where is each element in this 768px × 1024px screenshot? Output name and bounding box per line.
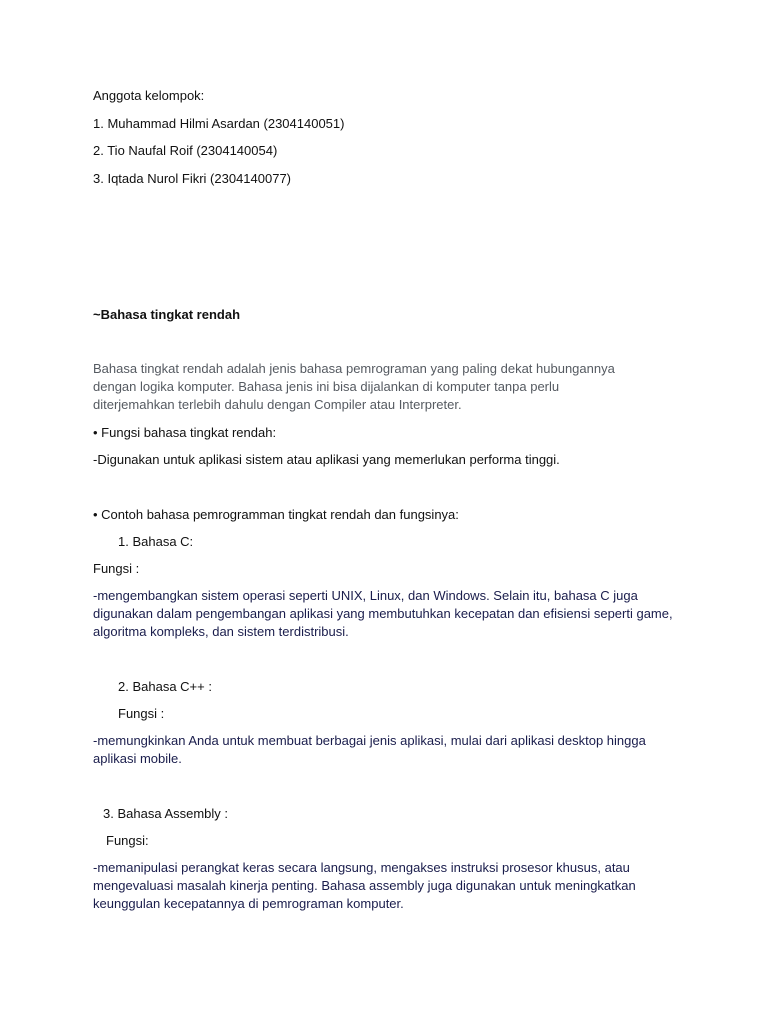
example-cpp-title: 2. Bahasa C++ : [118, 679, 212, 694]
section-heading: ~Bahasa tingkat rendah [93, 307, 241, 322]
example-c-line-3: algoritma kompleks, dan sistem terdistribusi. [93, 624, 349, 639]
example-c-line-1: -mengembangkan sistem operasi seperti UNIX, Linux, dan Windows. Selain itu, bahasa C juga [93, 588, 638, 603]
example-c-fungsi-label: Fungsi : [93, 561, 140, 576]
example-cpp-line-2: aplikasi mobile. [93, 751, 182, 766]
example-asm-line-3: keunggulan kecepatannya di pemrograman komputer. [93, 896, 404, 911]
member-1: 1. Muhammad Hilmi Asardan (2304140051) [93, 116, 345, 131]
member-2: 2. Tio Naufal Roif (2304140054) [93, 143, 278, 158]
example-asm-line-1: -memanipulasi perangkat keras secara langsung, mengakses instruksi prosesor khusus, atau [93, 860, 630, 875]
example-asm-title: 3. Bahasa Assembly : [103, 806, 229, 821]
example-cpp-line-1: -memungkinkan Anda untuk membuat berbagai jenis aplikasi, mulai dari aplikasi desktop hingga [93, 733, 646, 748]
example-asm-fungsi-label: Fungsi: [106, 833, 149, 848]
members-heading: Anggota kelompok: [93, 88, 205, 103]
intro-line-2: dengan logika komputer. Bahasa jenis ini bisa dijalankan di komputer tanpa perlu [93, 379, 560, 394]
intro-line-3: diterjemahkan terlebih dahulu dengan Compiler atau Interpreter. [93, 397, 462, 412]
intro-line-1: Bahasa tingkat rendah adalah jenis bahasa pemrograman yang paling dekat hubungannya [93, 361, 615, 376]
example-cpp-fungsi-label: Fungsi : [118, 706, 165, 721]
example-c-title: 1. Bahasa C: [118, 534, 194, 549]
function-heading: • Fungsi bahasa tingkat rendah: [93, 425, 277, 440]
examples-heading: • Contoh bahasa pemrogramman tingkat rendah dan fungsinya: [93, 507, 459, 522]
example-asm-line-2: mengevaluasi masalah kinerja penting. Bahasa assembly juga digunakan untuk meningkatkan [93, 878, 636, 893]
example-c-line-2: digunakan dalam pengembangan aplikasi yang membutuhkan kecepatan dan efisiensi seperti game, [93, 606, 673, 621]
member-3: 3. Iqtada Nurol Fikri (2304140077) [93, 171, 292, 186]
function-text: -Digunakan untuk aplikasi sistem atau aplikasi yang memerlukan performa tinggi. [93, 452, 560, 467]
